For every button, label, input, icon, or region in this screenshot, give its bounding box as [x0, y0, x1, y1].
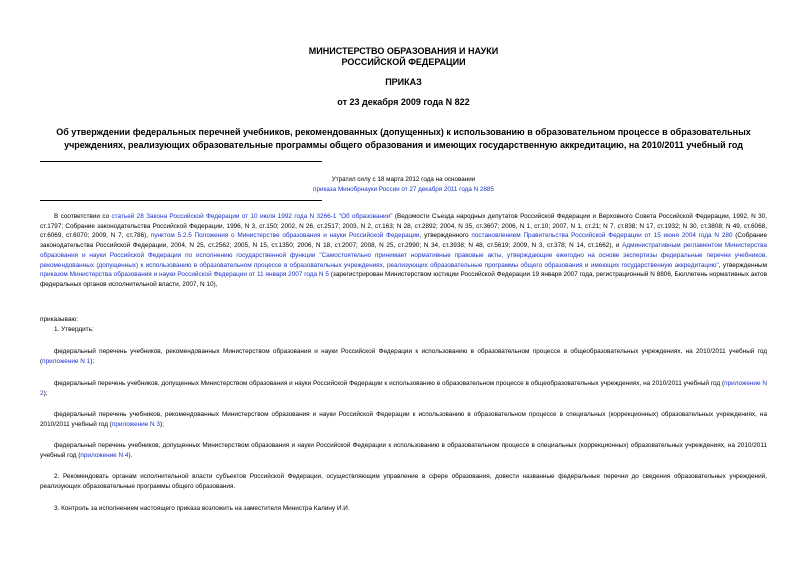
education-law-link[interactable]: статьей 28 Закона Российской Федерации от 10 июля 1992 года N 3266-1 "Об образовании" — [111, 213, 393, 220]
list-item: федеральный перечень учебников, допущенных Министерством образования и науки Российской Федерации к использованию в образовательном процессе в общеобразовательных учреждениях, на 2010/2011 учебный год (приложение N 2); — [40, 380, 767, 397]
appendix-2-link[interactable]: приложение N 2 — [40, 380, 767, 397]
item-2: 2. Рекомендовать органам исполнительной власти субъектов Российской Федерации, осуществляющим управление в сфере образования, довести названные федеральные перечни до сведения образовательных учреждений, реализующих образовательные программы общего образования. — [40, 473, 767, 490]
orders-word: приказываю: — [40, 316, 78, 323]
ministry-regulation-link[interactable]: пунктом 5.2.5 Положения о Министерстве образования и науки Российской Федерации — [150, 232, 420, 240]
preamble-paragraph: В соответствии со статьей 28 Закона Российской Федерации от 10 июля 1992 года N 3266-1 "Об образовании" (Ведомости Съезда народных депутатов Российской Федерации и Верховного Совета Российской Федерации, 1992, N 30, ст.1797; Собрание законодательства Российской Федерации, 1996, N 3, ст.150; 2002, N 26, ст.2517; 2003, N 2, ст.163; N 28, ст.2892; 2004, N 35, ст.3607; 2006, N 1, ст.10; 2007, N 1, ст.21; N 7, ст.838; N 17, ст.1932; N 30, ст.3808; N 49, ст.6068, ст.6069, ст.6070; 2009, N 7, ст.786), пунктом 5.2.5 Положения о Министерстве образования и науки Российской Федерации, утвержденного постановлением Правительства Российской Федерации от 15 июня 2004 года N 280 (Собрание законодательства Российской Федерации, 2004, N 25, ст.2562; 2005, N 15, ст.1350; 2006, N 18, ст.2007; 2008, N 25, ст.2990; N 34, ст.3938; N 48, ст.5619; 2009, N 3, ст.378; N 14, ст.1662), и Административным регламентом Министерства образования и науки Российской Федерации по исполнению государственной функции "Самостоятельно принимает нормативные правовые акты, утверждающие ежегодно на основе экспертизы федеральные перечни учебников, рекомендованных (допущенных) к использованию в образовательном процессе в образовательных учреждениях, реализующих образовательные программы общего образования и имеющих государственную аккредитацию", утвержденным приказом Министерства образования и науки Российской Федерации от 11 января 2007 года N 5 (зарегистрирован Министерством юстиции Российской Федерации 19 января 2007 года, регистрационный N 8806, Бюллетень нормативных актов федеральных органов исполнительной власти, 2007, N 10), — [40, 213, 768, 288]
list-item: федеральный перечень учебников, допущенных Министерством образования и науки Российской Федерации к использованию в образовательном процессе в специальных (коррекционных) образовательных учреждениях, на 2010/2011 учебный год (приложение N 4). — [40, 442, 767, 459]
appendix-4-link[interactable]: приложение N 4 — [80, 451, 129, 459]
document-title: Об утверждении федеральных перечней учебников, рекомендованных (допущенных) к использованию в образовательном процессе в образовательных учреждениях, реализующих образовательные программы общего образования и имеющих государственную аккредитацию, на 2010/2011 учебный год — [56, 127, 751, 150]
ministry-order-link[interactable]: приказом Министерства образования и науки Российской Федерации от 11 января 2007 года N 5 — [40, 271, 329, 279]
list-item: федеральный перечень учебников, рекомендованных Министерством образования и науки Российской Федерации к использованию в образовательном процессе в общеобразовательных учреждениях, на 2010/2011 учебный год (приложение N 1); — [40, 348, 767, 365]
item-3: 3. Контроль за исполнением настоящего приказа возложить на заместителя Министра Калину И.И. — [54, 505, 350, 512]
document-date-number: от 23 декабря 2009 года N 822 — [337, 97, 470, 107]
government-decree-link[interactable]: постановлением Правительства Российской Федерации от 15 июня 2004 года N 280 — [471, 232, 733, 240]
document-type: ПРИКАЗ — [385, 77, 422, 87]
list-item: федеральный перечень учебников, рекомендованных Министерством образования и науки Российской Федерации к использованию в образовательном процессе в специальных (коррекционных) образовательных учреждениях, на 2010/2011 учебный год (приложение N 3); — [40, 411, 767, 428]
repeal-order-link[interactable]: приказа Минобрнауки России от 27 декабря 2011 года N 2885 — [313, 186, 494, 193]
ministry-name-line1: МИНИСТЕРСТВО ОБРАЗОВАНИЯ И НАУКИ — [308, 46, 499, 56]
ministry-name-line2: РОССИЙСКОЙ ФЕДЕРАЦИИ — [341, 57, 466, 67]
appendix-3-link[interactable]: приложение N 3 — [111, 420, 160, 428]
appendix-1-link[interactable]: приложение N 1 — [42, 357, 91, 365]
status-note: Утратил силу с 18 марта 2012 года на основании — [331, 176, 476, 183]
divider-bottom — [40, 200, 322, 201]
divider-top — [40, 161, 322, 162]
administrative-reglament-link[interactable]: Административным регламентом Министерства образования и науки Российской Федерации по исполнению государственной функции "Самостоятельно принимает нормативные правовые акты, утверждающие ежегодно на основе экспертизы федеральные перечни учебников, рекомендованных (допущенных) к использованию в образовательном процессе в образовательных учреждениях, реализующих образовательные программы общего образования и имеющих государственную аккредитацию" — [40, 242, 767, 269]
item-1: 1. Утвердить: — [54, 326, 94, 333]
